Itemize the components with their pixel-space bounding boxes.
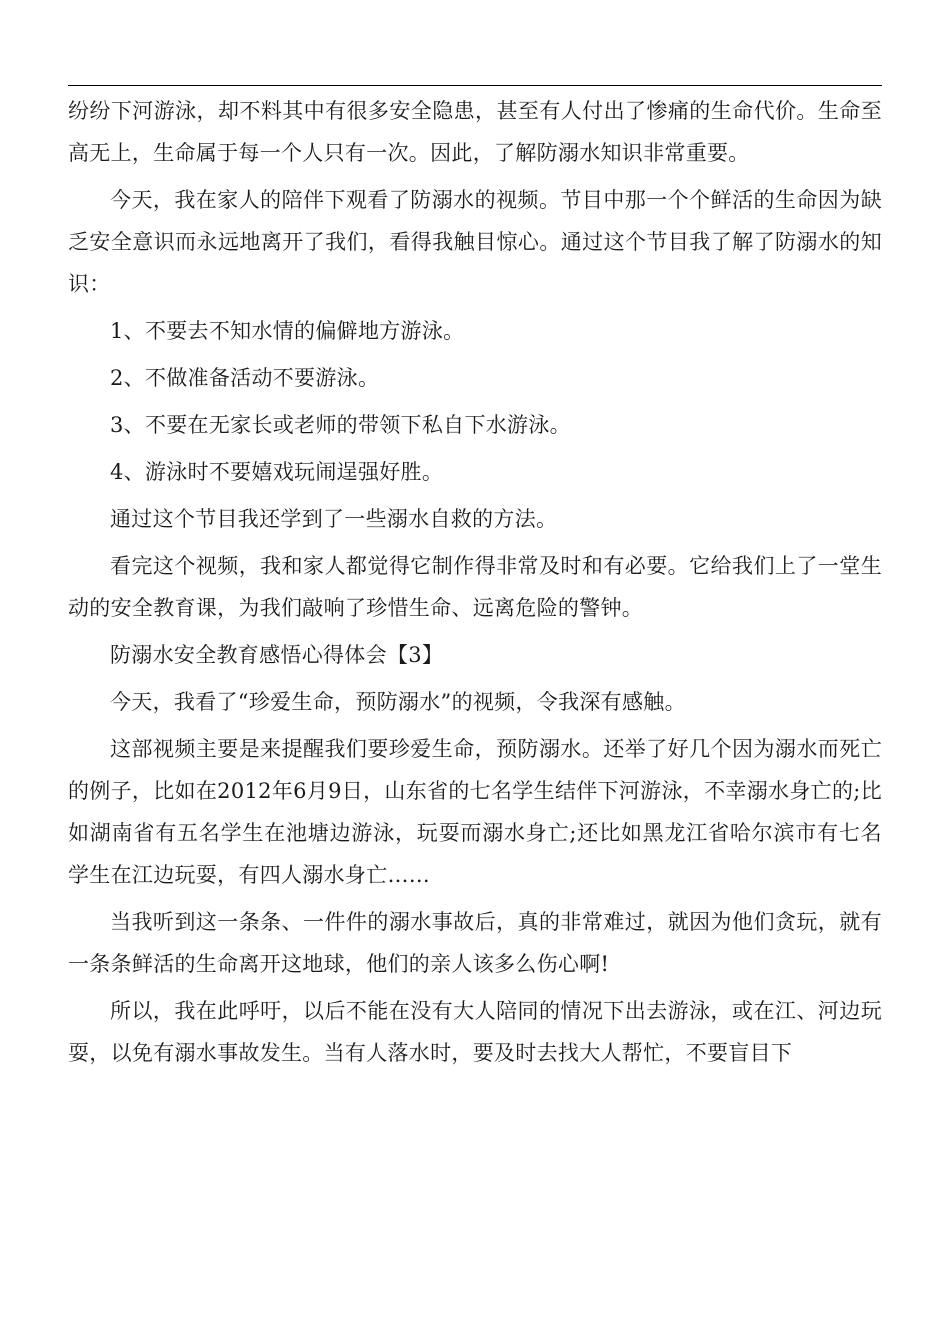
paragraph: 这部视频主要是来提醒我们要珍爱生命，预防溺水。还举了好几个因为溺水而死亡的例子，比如在2012年6月9日，山东省的七名学生结伴下河游泳，不幸溺水身亡的;比如湖南省有五名学生在池塘边游泳，玩耍而溺水身亡;还比如黑龙江省哈尔滨市有七名学生在江边玩耍，有四人溺水身亡…… — [68, 737, 882, 887]
document-page — [68, 0, 882, 1344]
document-body — [68, 90, 882, 1079]
paragraph: 1、不要去不知水情的偏僻地方游泳。 — [110, 319, 465, 343]
paragraph: 今天，我看了“珍爱生命，预防溺水”的视频，令我深有感触。 — [110, 690, 686, 714]
paragraph: 看完这个视频，我和家人都觉得它制作得非常及时和有必要。它给我们上了一堂生动的安全教育课，为我们敲响了珍惜生命、远离危险的警钟。 — [68, 554, 882, 620]
header-rule — [68, 85, 882, 86]
paragraph: 防溺水安全教育感悟心得体会【3】 — [110, 643, 444, 667]
paragraph: 当我听到这一条条、一件件的溺水事故后，真的非常难过，就因为他们贪玩，就有一条条鲜活的生命离开这地球，他们的亲人该多么伤心啊! — [68, 910, 882, 976]
paragraph: 所以，我在此呼吁，以后不能在没有大人陪同的情况下出去游泳，或在江、河边玩耍，以免有溺水事故发生。当有人落水时，要及时去找大人帮忙，不要盲目下 — [68, 999, 882, 1065]
paragraph: 2、不做准备活动不要游泳。 — [110, 366, 380, 390]
paragraph: 纷纷下河游泳，却不料其中有很多安全隐患，甚至有人付出了惨痛的生命代价。生命至高无上，生命属于每一个人只有一次。因此，了解防溺水知识非常重要。 — [68, 99, 882, 165]
paragraph: 4、游泳时不要嬉戏玩闹逞强好胜。 — [110, 460, 444, 484]
paragraph: 3、不要在无家长或老师的带领下私自下水游泳。 — [110, 413, 571, 437]
paragraph: 通过这个节目我还学到了一些溺水自救的方法。 — [110, 507, 558, 531]
paragraph: 今天，我在家人的陪伴下观看了防溺水的视频。节目中那一个个鲜活的生命因为缺乏安全意识而永远地离开了我们，看得我触目惊心。通过这个节目我了解了防溺水的知识： — [68, 188, 882, 296]
